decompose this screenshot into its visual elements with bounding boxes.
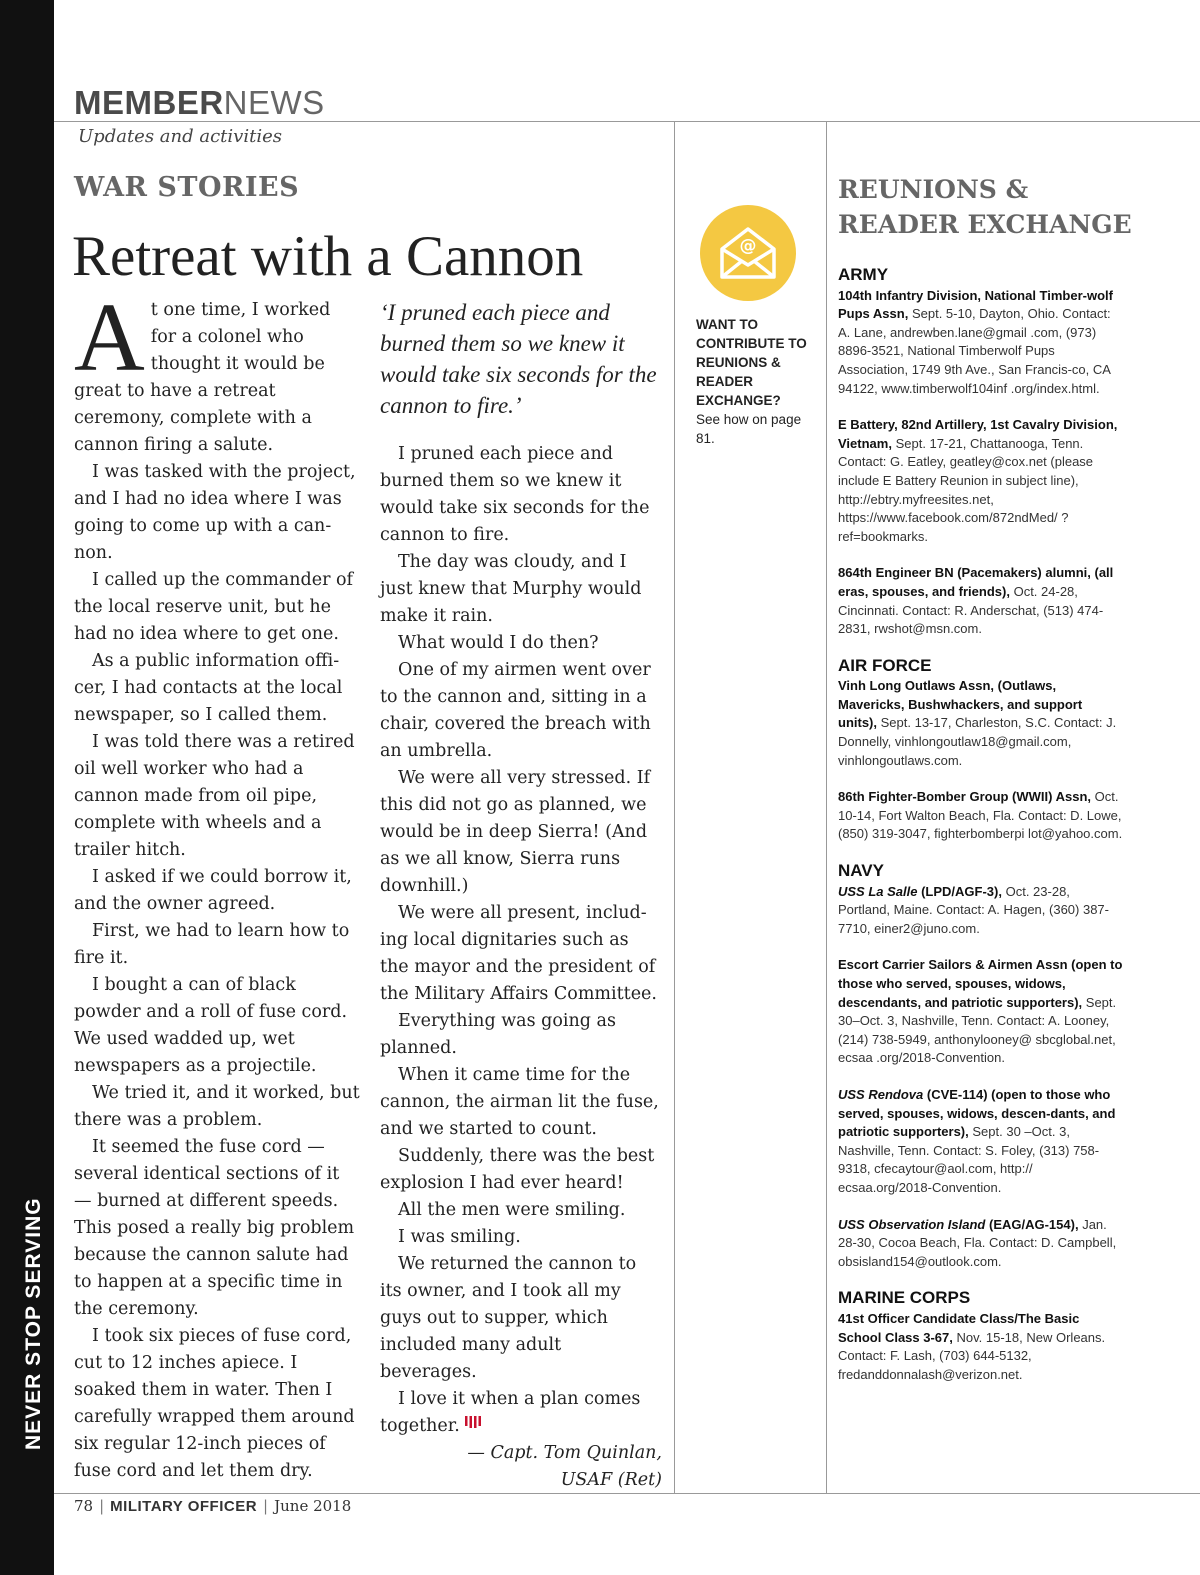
svg-text:@: @	[739, 236, 757, 256]
reunion-name: E Battery, 82nd Artillery, 1st Cavalry Division, Vietnam,	[838, 417, 1118, 451]
issue-date: June 2018	[274, 1497, 352, 1515]
reunion-name	[838, 1217, 1079, 1232]
publication-name: MILITARY OFFICER	[110, 1498, 258, 1515]
article-first-paragraph	[74, 284, 360, 459]
header-subtitle: Updates and activities	[78, 126, 282, 147]
reunion-name: Vinh Long Outlaws Assn, (Outlaws, Mavericks, Bushwhackers, and support units),	[838, 678, 1083, 731]
reunion-entry	[838, 677, 1123, 770]
reunion-entry	[838, 1086, 1123, 1198]
reunion-name-rest: (CVE-114) (open to those who served, spouses, widows, descen-dants, and patriotic supporters),	[838, 1086, 1116, 1140]
reunion-entry	[838, 788, 1123, 844]
paragraph: All the men were smiling.	[398, 1200, 626, 1220]
branch-heading-air-force: AIR FORCE	[838, 655, 932, 675]
section-header	[74, 84, 325, 122]
branch-heading-army: ARMY	[838, 265, 889, 284]
side-bar	[0, 0, 54, 1575]
reunion-name	[838, 884, 1002, 899]
footer-separator: |	[99, 1497, 105, 1515]
paragraph: We were all very stressed. If this did not go as planned, we would be in deep Sierra! (And as we all know, Sierra runs downhill.)	[380, 768, 651, 896]
reunion-name-rest: Escort Carrier Sailors & Airmen Assn (open to those who served, spouses, widows, descendants, and patriotic supporters),	[838, 957, 1123, 1010]
last-paragraph-text: I love it when a plan comes together.	[380, 1389, 641, 1436]
reunion-details: Oct. 23-28, Portland, Maine. Contact: A. Hagen, (360) 387-7710, einer2@juno.com.	[838, 883, 1109, 936]
reunion-entry	[838, 416, 1123, 546]
paragraph: Everything was going as planned.	[380, 1011, 616, 1058]
reunion-details: Nov. 15-18, New Orleans. Contact: F. Lash, (703) 644-5132, fredanddonnalash@verizon.net.	[838, 1329, 1106, 1382]
paragraph: One of my airmen went over to the cannon and, sitting in a chair, covered the breach with an umbrella.	[380, 660, 651, 761]
reunion-details: Oct. 10-14, Fort Walton Beach, Fla. Contact: D. Lowe, (850) 319-3047, fighterbomberpi lot@yahoo.com.	[838, 789, 1123, 842]
author-signature	[380, 1440, 662, 1494]
reunion-name: 41st Officer Candidate Class/The Basic School Class 3-67,	[838, 1310, 1080, 1345]
page-number: 78	[74, 1497, 94, 1515]
paragraph: I called up the commander of the local reserve unit, but he had no idea where to get one.	[74, 570, 354, 644]
reunion-details: Sept. 30 –Oct. 3, Nashville, Tenn. Contact: S. Foley, (313) 758-9318, cfecaytour@aol.com, http:// ecsaa.org/2018-Convention.	[838, 1124, 1100, 1195]
reunion-name: 104th Infantry Division, National Timber-wolf Pups Assn,	[838, 287, 1113, 322]
footer-separator: |	[263, 1497, 269, 1515]
drop-cap: A	[74, 284, 145, 392]
email-envelope-icon	[700, 205, 796, 301]
paragraph: I took six pieces of fuse cord, cut to 12 inches apiece. I soaked them in water. Then I carefully wrapped them around six regular 12-inch pieces of fuse cord and let them dry.	[74, 1326, 355, 1481]
reunion-name	[838, 957, 1122, 1009]
ship-name: USS Observation Island	[838, 1216, 986, 1232]
contribute-box	[696, 315, 816, 448]
paragraph: What would I do then?	[398, 633, 599, 653]
paragraph: We were all present, includ-ing local dignitaries such as the mayor and the president of the Military Affairs Committee.	[380, 903, 657, 1004]
paragraph: It seemed the fuse cord — several identical sections of it — burned at different speeds. This posed a really big problem because the cannon salute had to happen at a specific time in the ceremony.	[74, 1137, 355, 1319]
reunion-details: Sept. 13-17, Charleston, S.C. Contact: J. Donnelly, vinhlongoutlaw18@gmail.com, vinhlongoutlaws.com.	[838, 715, 1117, 768]
reunions-title-line-1: REUNIONS &	[838, 175, 1029, 204]
paragraph: I was told there was a retired oil well worker who had a cannon made from oil pipe, complete with wheels and a trailer hitch.	[74, 732, 355, 860]
reunion-details: Sept. 30–Oct. 3, Nashville, Tenn. Contact: A. Looney, (214) 738-5949, anthonylooney@ sbcglobal.net, ecsaa .org/2018-Convention.	[838, 994, 1117, 1066]
signature-line-2: USAF (Ret)	[560, 1470, 662, 1490]
first-paragraph-text: t one time, I worked for a colonel who thought it would be great to have a retreat ceremony, complete with a cannon firing a salute.	[74, 300, 331, 455]
paragraph: I was smiling.	[398, 1227, 521, 1247]
reunion-entry	[838, 883, 1123, 939]
signature-line-1: — Capt. Tom Quinlan,	[467, 1443, 662, 1463]
paragraph: As a public information offi-cer, I had contacts at the local newspaper, so I called them.	[74, 651, 343, 725]
paragraph: I asked if we could borrow it, and the owner agreed.	[74, 867, 352, 914]
contribute-heading: WANT TO CONTRIBUTE TO REUNIONS & READER EXCHANGE?	[696, 317, 807, 408]
header-divider	[54, 121, 1200, 122]
article-title: Retreat with a Cannon	[72, 225, 584, 288]
header-title-bold: MEMBER	[74, 84, 224, 121]
paragraph: I was tasked with the project, and I had no idea where I was going to come up with a can-non.	[74, 462, 356, 563]
page-footer	[74, 1497, 351, 1515]
paragraph: When it came time for the cannon, the airman lit the fuse, and we started to count.	[380, 1065, 659, 1139]
reunions-title-line-2: READER EXCHANGE	[838, 210, 1132, 239]
branch-heading-navy: NAVY	[838, 861, 884, 881]
reunion-details: Sept. 5-10, Dayton, Ohio. Contact: A. Lane, andrewben.lane@gmail .com, (973) 8896-3521, National Timberwolf Pups Association, 1749 9th Ave., San Francis-co, CA 94122, www.timberwolf104inf .org/index.html.	[838, 306, 1111, 396]
paragraph: First, we had to learn how to fire it.	[74, 921, 350, 968]
column-divider-left	[674, 121, 675, 1493]
reunion-name-rest: (LPD/AGF-3),	[917, 883, 1002, 899]
reunion-entry	[838, 287, 1123, 399]
article-column-1	[74, 284, 360, 1485]
header-title-light: NEWS	[223, 84, 325, 121]
ship-name: USS Rendova	[838, 1086, 924, 1102]
paragraph: We returned the cannon to its owner, and I took all my guys out to supper, which included many adult beverages.	[380, 1254, 637, 1382]
reunion-entry	[838, 564, 1123, 638]
branch-heading-marine-corps: MARINE CORPS	[838, 1288, 971, 1308]
paragraph: I pruned each piece and burned them so we knew it would take six seconds for the cannon to fire.	[380, 444, 650, 545]
reunion-name: 86th Fighter-Bomber Group (WWII) Assn,	[838, 789, 1092, 805]
ship-name: USS La Salle	[838, 883, 918, 899]
paragraph: We tried it, and it worked, but there was a problem.	[74, 1083, 360, 1130]
paragraph: Suddenly, there was the best explosion I had ever heard!	[380, 1146, 655, 1193]
reunions-list	[838, 266, 1123, 1402]
side-tagline: NEVER STOP SERVING	[22, 1197, 45, 1450]
column-divider-right	[826, 121, 827, 1493]
reunion-details: Sept. 17-21, Chattanooga, Tenn. Contact: G. Eatley, geatley@cox.net (please include E Battery Reunion in subject line), http://ebtry.myfreesites.net, https://www.facebook.com/872ndMed/ ?ref=bookmarks.	[838, 435, 1094, 544]
reunion-name: 864th Engineer BN (Pacemakers) alumni, (all eras, spouses, and friends),	[838, 565, 1114, 599]
paragraph: I bought a can of black powder and a roll of fuse cord. We used wadded up, wet newspapers as a projectile.	[74, 975, 348, 1076]
header-title	[74, 84, 325, 122]
paragraph: The day was cloudy, and I just knew that Murphy would make it rain.	[380, 552, 642, 626]
reunion-details: Jan. 28-30, Cocoa Beach, Fla. Contact: D. Campbell, obsisland154@outlook.com.	[838, 1216, 1117, 1269]
reunions-title	[838, 172, 1132, 242]
reunion-entry	[838, 1310, 1123, 1384]
reunion-entry	[838, 956, 1123, 1068]
contribute-text: See how on page 81.	[696, 412, 802, 446]
end-mark-icon	[464, 1416, 482, 1430]
article-section-label: WAR STORIES	[74, 172, 300, 203]
pull-quote: ‘I pruned each piece and burned them so we knew it would take six seconds for the cannon to fire.’	[380, 300, 657, 418]
article-column-2	[380, 297, 662, 1494]
reunion-entry	[838, 1216, 1123, 1272]
email-badge	[700, 205, 796, 301]
reunion-name-rest: (EAG/AG-154),	[985, 1216, 1079, 1232]
reunion-details: Oct. 24-28, Cincinnati. Contact: R. Anderschat, (513) 474-2831, rwshot@msn.com.	[838, 583, 1104, 637]
last-paragraph	[380, 1386, 662, 1440]
